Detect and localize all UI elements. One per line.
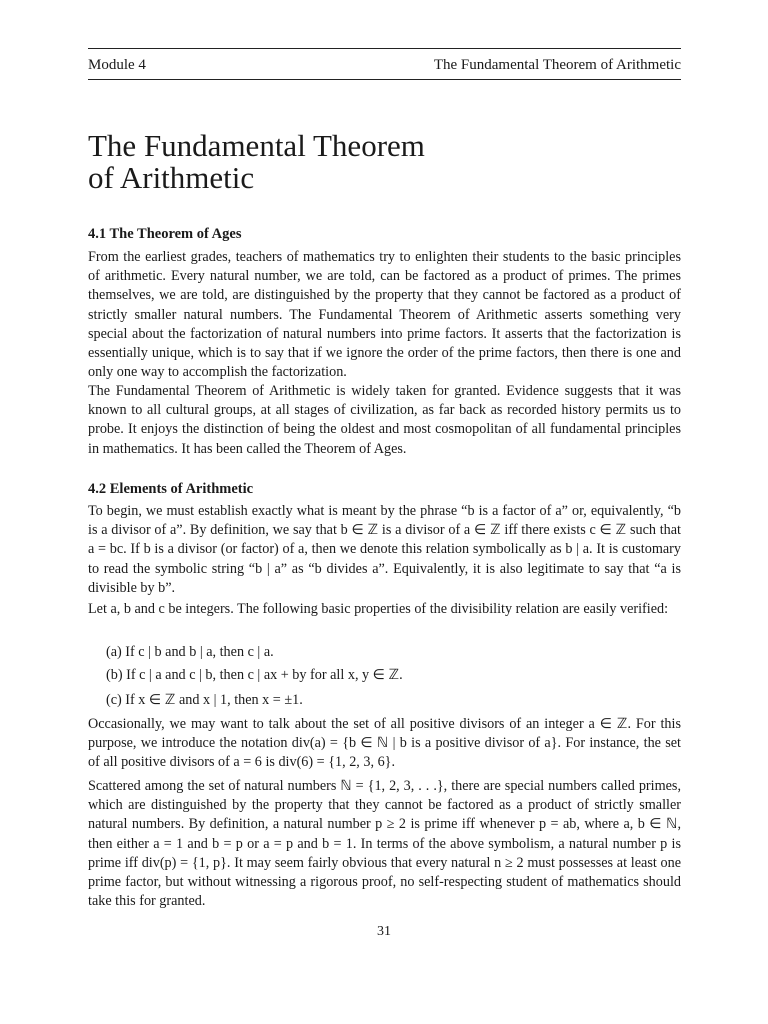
list-item: (b) If c | a and c | b, then c | ax + by for all x, y ∈ ℤ. bbox=[106, 667, 403, 683]
paragraph: Occasionally, we may want to talk about the set of all positive divisors of an integer a ∈ ℤ. For this purpose, we introduce the notation div(a) = {b ∈ ℕ | b is a positive divisor of a}. For instance, the set of all positive divisors of a = 6 is div(6) = {1, 2, 3, 6}. bbox=[88, 716, 681, 771]
section-heading-4-2: 4.2 Elements of Arithmetic bbox=[88, 481, 254, 497]
paragraph: From the earliest grades, teachers of mathematics try to enlighten their students to the basic principles of arithmetic. Every natural number, we are told, can be factored as a product of primes. The primes themselves, we are told, are distinguished by the property that they cannot be factored as a product of strictly smaller natural numbers. The Fundamental Theorem of Arithmetic asserts something very special about the factorization of natural numbers into prime factors. It asserts that the factorization is essentially unique, which is to say that if we ignore the order of the prime factors, then there is one and only one way to accomplish the factorization. bbox=[88, 249, 681, 381]
paragraph: To begin, we must establish exactly what is meant by the phrase “b is a factor of a” or, equivalently, “b is a divisor of a”. By definition, we say that b ∈ ℤ is a divisor of a ∈ ℤ iff there exists c ∈ ℤ such that a = bc. If b is a divisor (or factor) of a, then we denote this relation symbolically as b | a. It is customary to read the symbolic string “b | a” as “b divides a”. Equivalently, it is also legitimate to say that “a is divisible by b”. bbox=[88, 503, 681, 596]
list-item: (a) If c | b and b | a, then c | a. bbox=[106, 644, 274, 660]
header-rule-top bbox=[88, 48, 681, 49]
chapter-title-line2: of Arithmetic bbox=[88, 160, 255, 195]
page-number: 31 bbox=[377, 924, 391, 939]
list-item: (c) If x ∈ ℤ and x | 1, then x = ±1. bbox=[106, 692, 303, 708]
header-module: Module 4 bbox=[88, 57, 146, 73]
paragraph: Let a, b and c be integers. The following basic properties of the divisibility relation are easily verified: bbox=[88, 601, 669, 617]
section-heading-4-1: 4.1 The Theorem of Ages bbox=[88, 226, 242, 242]
header-chapter-title: The Fundamental Theorem of Arithmetic bbox=[433, 57, 681, 73]
running-header bbox=[88, 56, 681, 74]
chapter-title-line1: The Fundamental Theorem bbox=[88, 128, 425, 163]
paragraph: The Fundamental Theorem of Arithmetic is widely taken for granted. Evidence suggests that it was known to all cultural groups, at all stages of civilization, as far back as recorded history permits us to probe. It enjoys the distinction of being the oldest and most cosmopolitan of all fundamental principles in mathematics. It has been called the Theorem of Ages. bbox=[88, 383, 681, 457]
header-rule-bottom bbox=[88, 79, 681, 80]
paragraph: Scattered among the set of natural numbers ℕ = {1, 2, 3, . . .}, there are special numbers called primes, which are distinguished by the property that they cannot be factored as a product of strictly smaller natural numbers. By definition, a natural number p ≥ 2 is prime iff whenever p = ab, where a, b ∈ ℕ, then either a = 1 and b = p or a = p and b = 1. In terms of the above symbolism, a natural number p is prime iff div(p) = {1, p}. It may seem fairly obvious that every natural n ≥ 2 must possesses at least one prime factor, but without witnessing a rigorous proof, no self-respecting student of mathematics should take this for granted. bbox=[88, 778, 681, 910]
chapter-title bbox=[88, 130, 681, 194]
